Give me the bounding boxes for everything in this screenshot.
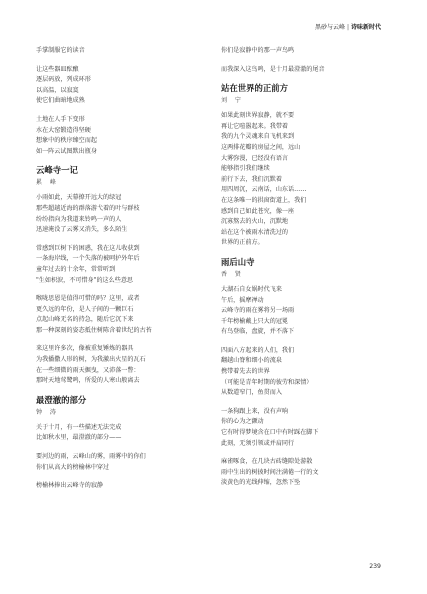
poem-line: 如一阵云试图默出瓶身 [36,147,97,155]
poem-line: 使它们曲暗地成熟 [36,97,85,105]
poem-line: 比如秋水里，最澄澈的部分—— [36,434,122,442]
stanza [36,115,206,157]
poem-line: 雨中生出的树披时间注满倦一行的文 [221,468,319,476]
stanza [221,457,391,489]
poem-line: 携带着先去的世界 [221,368,270,376]
poem-line: 榜榆林捧出云峰寺的寂静 [36,482,104,490]
stanza [36,193,206,235]
poem-body [221,285,391,489]
poem-line: 手掌制服它的读音 [36,47,85,54]
page-number: 239 [369,563,381,570]
poem-line: 感到自己如此苍究，像一座 [221,207,295,215]
poem-line: 前行下去，我们沉默着 [221,175,282,183]
header-separator: | [346,24,349,31]
poem-line: 这两排花瓣的房屋之间，远山 [221,143,301,151]
right-column [221,46,391,497]
stanza [36,46,206,57]
poem-line: 喉咙思恩是值得可惜的吗？这里，或者 [36,295,140,303]
poem-line: 而我深入这鸟鸣，是十月最澄澈的尾音 [221,65,325,73]
poem-line: 世界的正前方。 [221,239,264,247]
poem-line: 云峰寺的雨在雾将另一场雨 [221,307,295,315]
poem-line: 童年过去的十余年，常常听到 [36,265,116,273]
poem-line: 你的心为之颤动 [221,418,264,426]
poem-line: 我的九个灵魂来自飞机来到 [221,133,295,141]
poem-line: 再让它喧嚣起来。我带着 [221,122,289,130]
stanza [221,46,391,57]
poem-line: 小雨如此，天幕撩开远大的绿冠 [36,194,122,202]
poem-line: 淡黄色的光线伸缩，忽然下坠 [221,479,301,487]
stanza [36,294,206,336]
stanza [221,346,391,399]
poem-line: 站在这个被雨水清洗过的 [221,228,289,236]
poem-line: 点起山峰无名的持急，随后它沉下来 [36,316,134,324]
poem-line: 大湖石自女娲时代飞来 [221,285,282,293]
left-column [36,46,206,500]
poem-line: 从数道窄门，鱼贯而入 [221,389,282,397]
poem-line: 麻雀啄食，在几块古砖缝隙处游散 [221,458,313,466]
poem-author: 香 贤 [221,270,244,278]
poem-line: 纷纷指向为我道来铃鸣一声的人 [36,215,122,223]
poem-line: （可能是青年时期的彼劳和深情） [221,378,313,386]
poem-title: 站在世界的正前方 [221,83,288,94]
poem-line: 以高温，以寂寞 [36,86,79,94]
poem-line: 千年榜榆戴上只大的冠冕 [221,317,289,325]
poem-line: 迅速淹没了云雾又消失，多么陌生 [36,226,128,234]
poem-line: 在一些细微的雨天掘曳，又沛落一瞥： [36,366,140,374]
poem-line: 那些超越近海的群落游弋着的叶与群枝 [36,204,140,212]
poem-line: 逐层码放，列成环形 [36,76,91,84]
intro-stanzas [36,46,206,157]
poem-body [221,111,391,249]
poem-line: 四面八方起来的人们，我们 [221,346,295,354]
stanza [221,111,391,249]
continued-stanzas [221,46,391,75]
poem-line: 此刻，无须引领或并肩同行 [221,439,295,447]
poem-author: 钟 涛 [36,408,59,416]
poem-line: "生如枳涙，不可惜身"的这么些意思 [36,276,134,284]
poem-line: 大雾弥漫，已经没有语言 [221,154,289,162]
poem-line: 常感到巨树下的困惑，我在这儿收获到 [36,244,140,252]
poem-line: 一条狗跟上来，没有声响 [221,407,289,415]
stanza [221,285,391,338]
poem-body [36,423,206,492]
poem-line: 有鸟登临，盘旋，并不落下 [221,328,295,336]
stanza [36,344,206,386]
stanza [36,65,206,107]
poem-line: 那时天地莺鹭鸣，所爱的人寒山般离去 [36,377,140,385]
poem-line: 一条海岸线，一个失落的被呵护外年后 [36,255,140,263]
poem-line: 沉寡熬去的火山，沉默地 [221,218,289,226]
poem-body [36,193,206,387]
poem-author: 刘 宁 [221,97,244,105]
poem-line: 能够指引我们继续 [221,165,270,173]
running-header [315,22,381,31]
poem-line: 它有时得梦境含在口中有时踩在脚下 [221,429,319,437]
poem-line: 土地在人手下变形 [36,115,85,123]
poem-line: 水在大窑锻造得坚硬 [36,126,91,134]
poem-line: 关于十月，有一些描述无法完成 [36,423,122,431]
poem-line: 如果此刻世界寂静，就不要 [221,112,295,120]
poem-line: 让这些器皿酝酿 [36,65,79,73]
poem-line: 更久远的年份，是人子间的一颗巨石 [36,305,134,313]
poem-line: 来这里许多次，像被重复锤炼的器具 [36,345,134,353]
stanza [36,452,206,473]
poem-line: 那一种深刻的姿态抵住树陈含着世纪的古苔 [36,326,152,334]
poem-line: 你们从高大的榜榆林中穿过 [36,463,110,471]
poem-line: 在这条唯一的拱窗街道上，我们 [221,196,307,204]
poem-title: 雨后山寺 [221,256,255,267]
poem-line: 要河边的雨，云峰山的雾，雨雾中的你们 [36,453,146,461]
poem-line: 为我播撒人形的树，为我激出火星的瓦石 [36,356,146,364]
poem-line: 想象中的秩序臻空而起 [36,137,97,145]
poem-line: 午后，摇摩禅动 [221,296,264,304]
stanza [36,481,206,492]
poem-line: 翻越山脊和细小的流泉 [221,357,282,365]
stanza [36,423,206,444]
poem-line: 用四周沉，云南话，山东话…… [221,186,307,194]
stanza [221,407,391,449]
book-title: 黑砂与云峰 [314,24,345,31]
section-title: 诗味新时代 [350,24,381,31]
poem-title: 最澄澈的部分 [36,394,87,405]
stanza [221,65,391,76]
poem-line: 你们是寂静中的那一声鸟鸣 [221,47,295,54]
stanza [36,244,206,286]
poem-title: 云峰寺一记 [36,165,78,176]
poem-author: 累 峰 [36,179,59,187]
